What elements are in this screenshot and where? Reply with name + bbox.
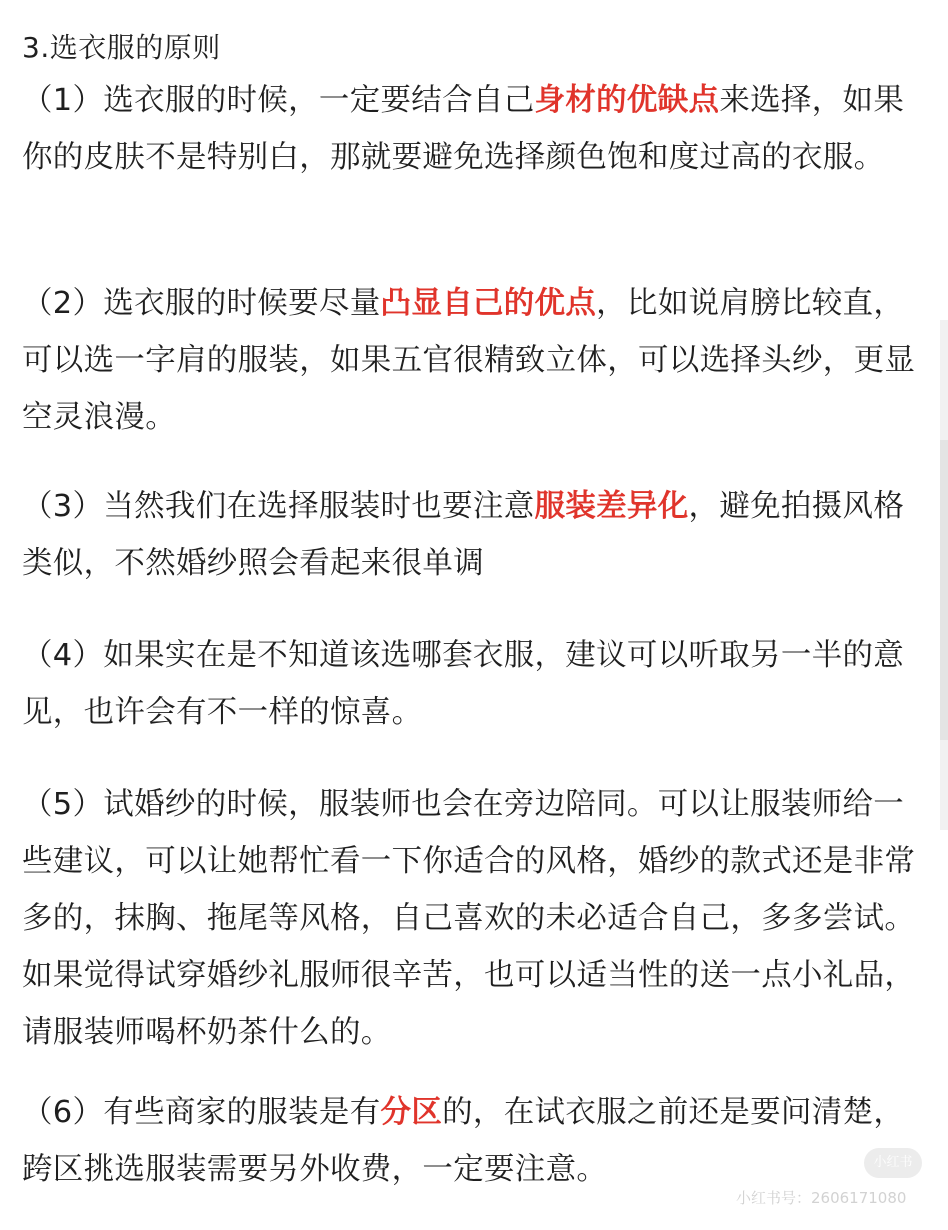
watermark-logo: 小红书 — [864, 1148, 922, 1178]
paragraph-3-text: （3）当然我们在选择服装时也要注意 — [22, 489, 535, 524]
paragraph-5 — [22, 776, 918, 1061]
paragraph-6 — [22, 1084, 918, 1198]
paragraph-1 — [22, 72, 918, 186]
paragraph-4 — [22, 627, 918, 741]
paragraph-1-text: （1）选衣服的时候，一定要结合自己 — [22, 83, 535, 118]
paragraph-1-highlight: 身材的优缺点 — [534, 83, 720, 118]
section-heading: 3.选衣服的原则 — [22, 31, 221, 64]
scrollbar-thumb[interactable] — [940, 440, 948, 740]
paragraph-2-text-after: ，比如说肩膀比较直，可以选一字肩的服装，如果五官很精致立体，可以选择头纱，更显空灵浪漫。 — [22, 286, 916, 435]
paragraph-2-text: （2）选衣服的时候要尽量 — [22, 286, 381, 321]
paragraph-2-highlight: 凸显自己的优点 — [380, 286, 597, 321]
paragraph-3 — [22, 478, 918, 592]
paragraph-6-highlight: 分区 — [380, 1095, 443, 1130]
paragraph-6-text: （6）有些商家的服装是有 — [22, 1095, 381, 1130]
paragraph-5-text: （5）试婚纱的时候，服装师也会在旁边陪同。可以让服装师给一些建议，可以让她帮忙看一下你适合的风格，婚纱的款式还是非常多的，抹胸、拖尾等风格，自己喜欢的未必适合自己，多多尝试。如果觉得试穿婚纱礼服师很辛苦，也可以适当性的送一点小礼品，请服装师喝杯奶茶什么的。 — [22, 787, 916, 1050]
paragraph-6-text-after: 的，在试衣服之前还是要问清楚，跨区挑选服装需要另外收费，一定要注意。 — [22, 1095, 905, 1187]
watermark-account-id: 小红书号：2606171080 — [736, 1189, 907, 1207]
paragraph-3-highlight: 服装差异化 — [534, 489, 689, 524]
paragraph-2 — [22, 275, 918, 446]
paragraph-3-text-after: ，避免拍摄风格类似，不然婚纱照会看起来很单调 — [22, 489, 905, 581]
paragraph-1-text-after: 来选择，如果你的皮肤不是特别白，那就要避免选择颜色饱和度过高的衣服。 — [22, 83, 905, 175]
paragraph-4-text: （4）如果实在是不知道该选哪套衣服，建议可以听取另一半的意见，也许会有不一样的惊喜。 — [22, 638, 905, 730]
